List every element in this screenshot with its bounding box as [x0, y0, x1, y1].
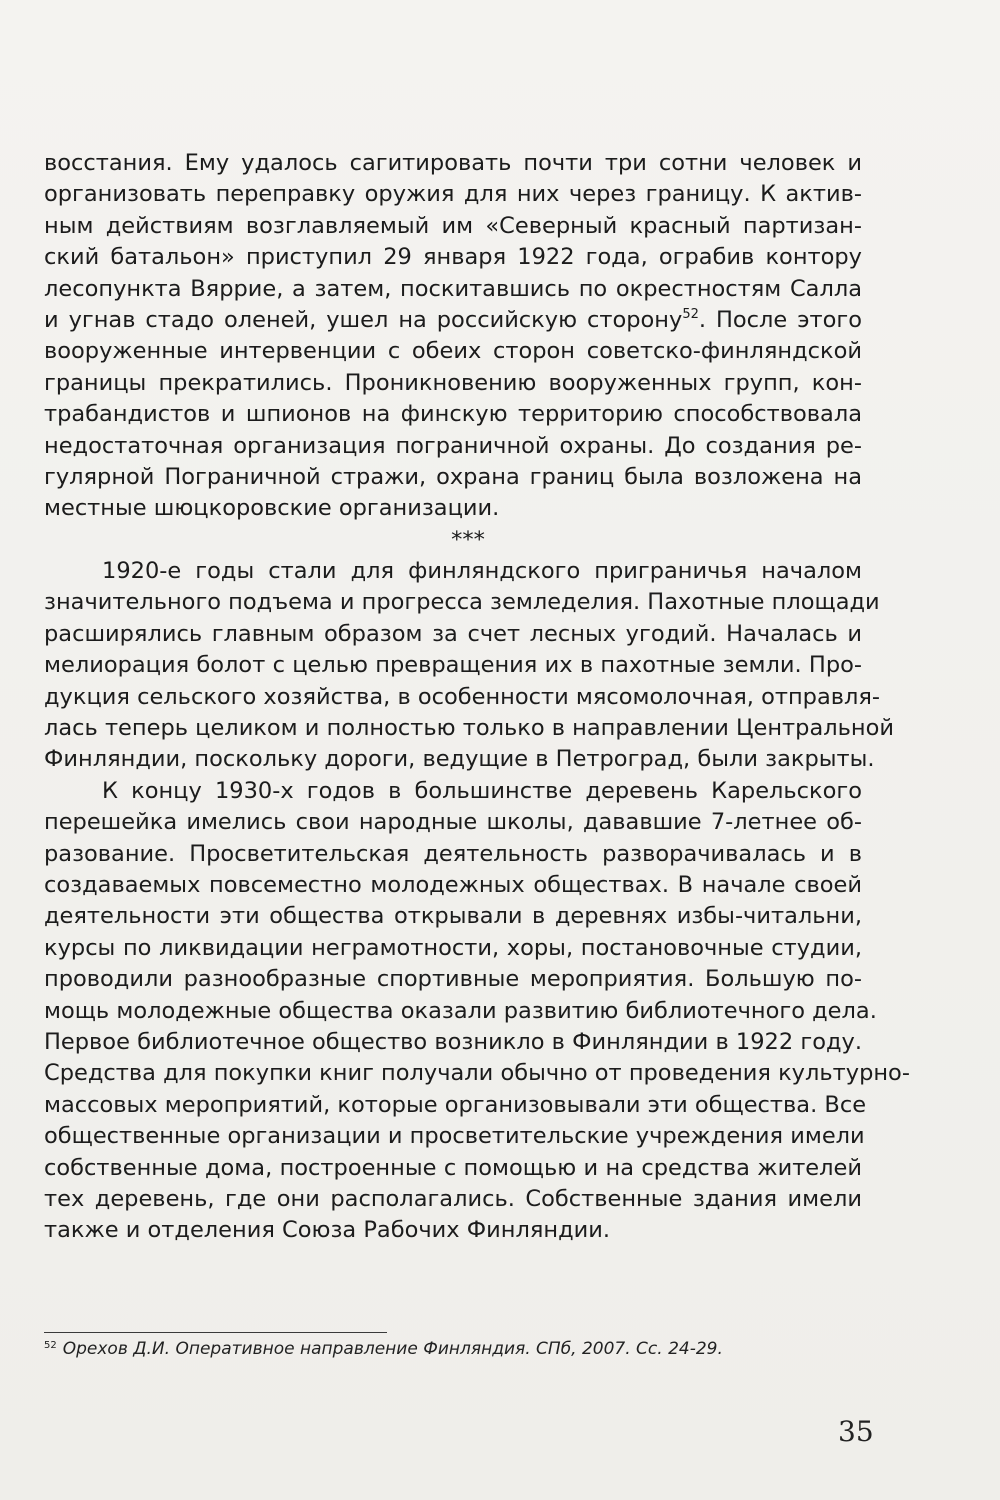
- text-line: лесопункта Вяррие, а затем, поскитавшись по окрестностям Салла: [44, 275, 862, 302]
- text-line: значительного подъема и прогресса земледелия. Пахотные площади: [44, 589, 880, 616]
- paragraph-first-line: К концу 1930-х годов в большинстве деревень Карельского: [102, 777, 862, 804]
- text-line: восстания. Ему удалось сагитировать почти три сотни человек и: [44, 150, 862, 176]
- text-line-with-footnote-ref: [44, 305, 862, 336]
- footnote-divider: [44, 1332, 387, 1333]
- text-line: курсы по ликвидации неграмотности, хоры, постановочные студии,: [44, 934, 862, 961]
- footnote-reference[interactable]: 52: [682, 306, 699, 322]
- text-line: Первое библиотечное общество возникло в Финляндии в 1922 году.: [44, 1028, 862, 1055]
- text-line: гулярной Пограничной стражи, охрана границ была возложена на: [44, 463, 862, 490]
- footnote-number: 52: [44, 1340, 57, 1351]
- paragraph-first-line: 1920-е годы стали для финляндского приграничья началом: [102, 558, 862, 585]
- text-line: тех деревень, где они располагались. Собственные здания имели: [44, 1185, 862, 1212]
- text-fragment: и угнав стадо оленей, ушел на российскую сторону: [44, 306, 683, 333]
- main-text: [44, 148, 910, 1247]
- text-line: массовых мероприятий, которые организовывали эти общества. Все: [44, 1091, 867, 1118]
- text-line: деятельности эти общества открывали в деревнях избы-читальни,: [44, 903, 862, 930]
- page-number: 35: [838, 1415, 874, 1448]
- text-line: разование. Просветительская деятельность разворачивалась и в: [44, 840, 862, 867]
- footnote: [44, 1339, 844, 1359]
- text-line: местные шюцкоровские организации.: [44, 495, 500, 522]
- text-line: мелиорация болот с целью превращения их в пахотные земли. Про-: [44, 652, 862, 679]
- text-line: лась теперь целиком и полностью только в направлении Центральной: [44, 715, 894, 742]
- section-separator: ***: [451, 526, 485, 553]
- text-line: Финляндии, поскольку дороги, ведущие в Петроград, были закрыты.: [44, 746, 875, 773]
- text-fragment: . После этого: [698, 306, 863, 333]
- text-line: ский батальон» приступил 29 января 1922 года, ограбив контору: [44, 244, 862, 271]
- text-line: собственные дома, построенные с помощью и на средства жителей: [44, 1154, 862, 1181]
- text-line: дукция сельского хозяйства, в особенности мясомолочная, отправля-: [44, 683, 881, 710]
- text-line: организовать переправку оружия для них через границу. К актив-: [44, 181, 862, 208]
- text-line: расширялись главным образом за счет лесных угодий. Началась и: [44, 620, 862, 647]
- text-line: мощь молодежные общества оказали развитию библиотечного дела.: [44, 997, 877, 1024]
- text-line: границы прекратились. Проникновению вооруженных групп, кон-: [44, 369, 862, 396]
- text-line: общественные организации и просветительские учреждения имели: [44, 1123, 865, 1150]
- text-line: проводили разнообразные спортивные мероприятия. Большую по-: [44, 966, 862, 993]
- text-line: перешейка имелись свои народные школы, дававшие 7-летнее об-: [44, 809, 862, 836]
- footnote-text: Орехов Д.И. Оперативное направление Финляндия. СПб, 2007. Сс. 24-29.: [62, 1339, 723, 1359]
- text-line: вооруженные интервенции с обеих сторон советско-финляндской: [44, 338, 862, 365]
- text-line: трабандистов и шпионов на финскую территорию способствовала: [44, 401, 862, 428]
- text-line: недостаточная организация пограничной охраны. До создания ре-: [44, 432, 862, 459]
- text-line: ным действиям возглавляемый им «Северный красный партизан-: [44, 212, 862, 239]
- text-line: Средства для покупки книг получали обычно от проведения культурно-: [44, 1060, 910, 1087]
- text-line: создаваемых повсеместно молодежных обществах. В начале своей: [44, 871, 862, 898]
- text-line: также и отделения Союза Рабочих Финляндии.: [44, 1217, 611, 1244]
